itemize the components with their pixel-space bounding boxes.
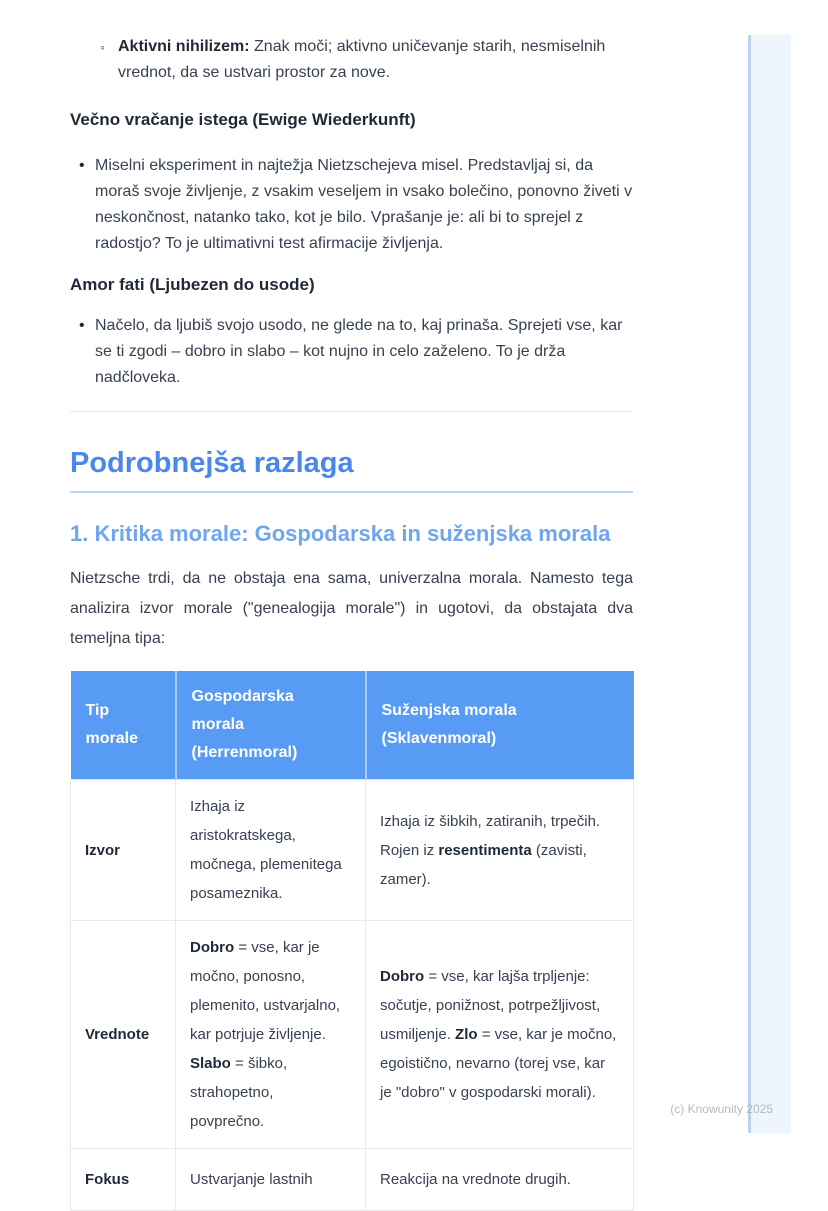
subsection-title: 1. Kritika morale: Gospodarska in suženjska morala (70, 521, 611, 546)
row-label-izvor: Izvor (71, 780, 176, 921)
bullet-list-amor (70, 313, 633, 391)
cell-fokus-gospodarska: Ustvarjanje lastnih (176, 1149, 366, 1211)
nested-bullet-list (70, 34, 633, 86)
cell-izvor-suzenjska: Izhaja iz šibkih, zatiranih, trpečih. Rojen iz resentimenta (zavisti, zamer). (366, 780, 634, 921)
row-label-vrednote: Vrednote (71, 921, 176, 1149)
table-row-izvor (71, 780, 634, 921)
page-section-title: Podrobnejša razlaga (70, 446, 633, 493)
scrollbar-track[interactable] (748, 35, 791, 1133)
morala-comparison-table (70, 671, 634, 1211)
table-row-fokus (71, 1149, 634, 1211)
cell-vrednote-suzenjska: Dobro = vse, kar lajša trpljenje: sočutje, ponižnost, potrpežljivost, usmiljenje. Zlo = vse, kar je močno, egoistično, nevarno (torej vse, kar je "dobro" v gospodarski morali). (366, 921, 634, 1149)
row-label-fokus: Fokus (71, 1149, 176, 1211)
intro-paragraph: Nietzsche trdi, da ne obstaja ena sama, univerzalna morala. Namesto tega analizira izvor morale ("genealogija morale") in ugotovi, da obstajata dva temeljna tipa: (70, 570, 633, 647)
knowunity-watermark: (c) Knowunity 2025 (670, 1102, 773, 1116)
cell-vrednote-gospodarska: Dobro = vse, kar je močno, ponosno, plemenito, ustvarjalno, kar potrjuje življenje. Slabo = šibko, strahopetno, povprečno. (176, 921, 366, 1149)
bullet-list-vecno (70, 153, 633, 257)
header-suzenjska-morala: Suženjska morala (Sklavenmoral) (366, 671, 634, 780)
cell-izvor-gospodarska: Izhaja iz aristokratskega, močnega, plemenitega posameznika. (176, 780, 366, 921)
header-gospodarska-morala: Gospodarska morala (Herrenmoral) (176, 671, 366, 780)
heading-vecno-vracanje: Večno vračanje istega (Ewige Wiederkunft) (70, 110, 416, 129)
cell-fokus-suzenjska: Reakcija na vrednote drugih. (366, 1149, 634, 1211)
bullet-miselni-eksperiment: • Miselni eksperiment in najtežja Nietzschejeva misel. Predstavljaj si, da moraš svoje življenje, z vsakim veseljem in vsako bolečino, ponovno živeti v neskončnost, natanko tako, kot je bilo. Vprašanje je: ali bi to sprejel z radostjo? To je ultimativni test afirmacije življenja. (95, 153, 633, 257)
bullet-aktivni-nihilizem: ◦ Aktivni nihilizem: Znak moči; aktivno uničevanje starih, nesmiselnih vrednot, da se ustvari prostor za nove. (118, 34, 633, 86)
header-tip-morale: Tip morale (71, 671, 176, 780)
document-content (70, 0, 633, 1211)
heading-amor-fati: Amor fati (Ljubezen do usode) (70, 275, 315, 294)
section-divider (70, 411, 633, 412)
bullet-nacelo: • Načelo, da ljubiš svojo usodo, ne glede na to, kaj prinaša. Sprejeti vse, kar se ti zgodi – dobro in slabo – kot nujno in celo zaželeno. To je drža nadčloveka. (95, 313, 633, 391)
table-header-row (71, 671, 634, 780)
